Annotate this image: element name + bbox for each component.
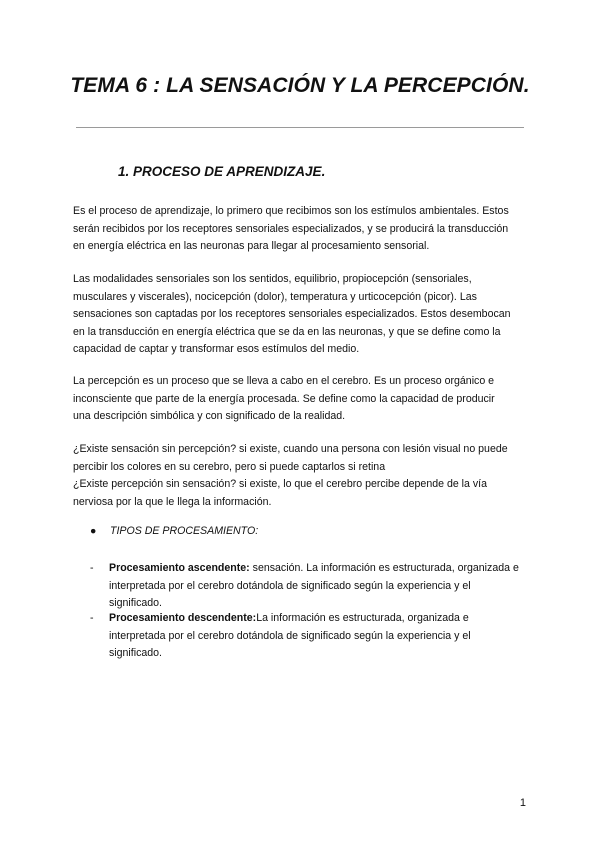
title-divider [76, 127, 524, 128]
paragraph-line: serán recibidos por los receptores sensoriales especializados, y se producirá la transducción [73, 222, 509, 235]
paragraph-line: Es el proceso de aprendizaje, lo primero que recibimos son los estímulos ambientales. Estos [73, 205, 509, 217]
paragraph-line: en energía eléctrica en las neuronas para llegar al procesamiento sensorial. [73, 240, 430, 252]
list-dash: - [90, 612, 94, 624]
list-item-line: significado. [109, 647, 162, 659]
section-title: PROCESO DE APRENDIZAJE. [133, 164, 326, 179]
paragraph-4 [73, 441, 528, 511]
list-item-line: significado. [109, 597, 162, 609]
bullet-heading [90, 525, 258, 537]
list-item-text: sensación. La información es estructurada, organizada e [249, 562, 519, 574]
paragraph-line: en la transducción en energía eléctrica que se da en las neuronas, y que se define como la [73, 325, 501, 338]
paragraph-line: inconsciente que parte de la energía procesada. Se define como la capacidad de producir [73, 392, 495, 405]
paragraph-1 [73, 203, 528, 256]
bullet-label: TIPOS DE PROCESAMIENTO: [110, 525, 259, 537]
list-item-term: Procesamiento ascendente: [109, 562, 250, 574]
list-item [90, 560, 530, 613]
page-number: 1 [519, 797, 526, 809]
section-heading [118, 164, 325, 179]
paragraph-line: La percepción es un proceso que se lleva a cabo en el cerebro. Es un proceso orgánico e [73, 375, 495, 387]
list-item-term: Procesamiento descendente: [109, 612, 257, 624]
list-item [90, 610, 530, 663]
section-number: 1. [118, 164, 130, 179]
document-title: TEMA 6 : LA SENSACIÓN Y LA PERCEPCIÓN. [70, 74, 530, 97]
paragraph-line: Las modalidades sensoriales son los sentidos, equilibrio, propiocepción (sensoriales, [73, 273, 472, 285]
list-item-line: interpretada por el cerebro dotándola de significado según la experiencia y el [109, 579, 471, 592]
list-item-line: interpretada por el cerebro dotándola de significado según la experiencia y el [109, 629, 471, 642]
paragraph-line: ¿Existe sensación sin percepción? si existe, cuando una persona con lesión visual no puede [73, 443, 508, 455]
paragraph-2 [73, 271, 528, 359]
list-item-first-line [109, 560, 530, 578]
paragraph-line: nerviosa por la que le llega la información. [73, 495, 272, 508]
paragraph-line: una descripción simbólica y con significado de la realidad. [73, 410, 346, 422]
paragraph-line: musculares y viscerales), nocicepción (dolor), temperatura y urticocepción (picor). Las [73, 290, 477, 303]
paragraph-line: percibir los colores en su cerebro, pero si puede captarlos si retina [73, 460, 386, 473]
paragraph-line: sensaciones son captadas por los receptores sensoriales especializados. Estos desembocan [73, 308, 511, 320]
list-item-first-line [109, 610, 530, 628]
paragraph-line: capacidad de captar y transformar esos estímulos del medio. [73, 343, 360, 355]
paragraph-line: ¿Existe percepción sin sensación? si existe, lo que el cerebro percibe depende de la vía [73, 478, 487, 490]
list-item-text: La información es estructurada, organizada e [256, 612, 469, 624]
list-dash: - [90, 562, 94, 574]
paragraph-3 [73, 373, 528, 426]
bullet-marker: ● [90, 525, 97, 537]
